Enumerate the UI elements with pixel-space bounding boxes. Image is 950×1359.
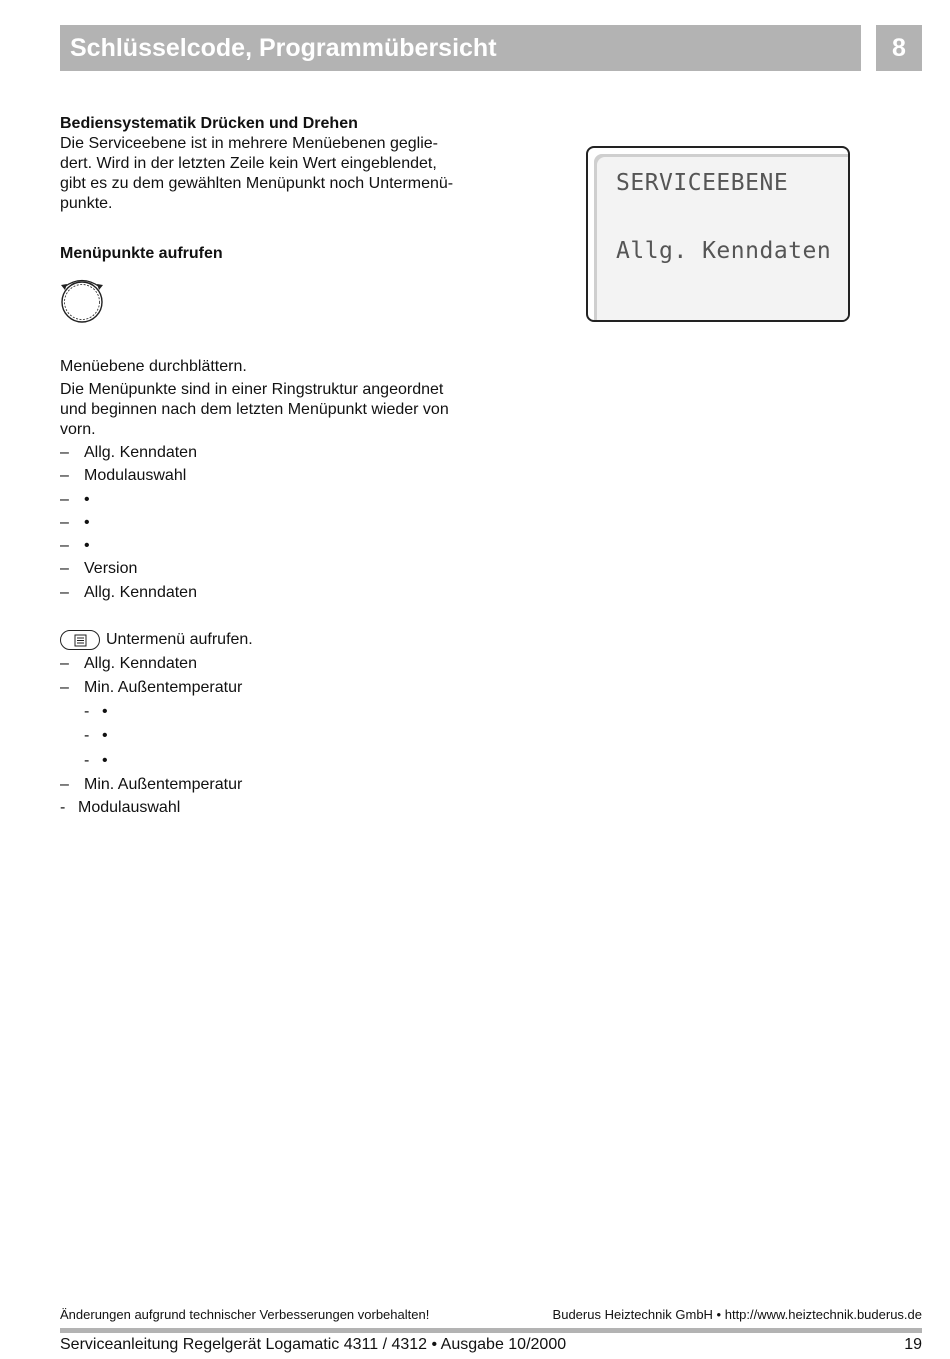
list-dash: - [84,702,90,720]
list-item: – Version [60,560,138,578]
list-dash: - [84,751,90,769]
list-dash: – [60,490,69,508]
list-dash: – [60,655,69,673]
list-item: – • [60,537,90,555]
list-item: - Modulauswahl [60,799,181,817]
paragraph-line: dert. Wird in der letzten Zeile kein Wert eingeblendet, [60,155,437,172]
list-dash: – [60,513,69,531]
list-dash: – [60,467,69,485]
list-dash: – [60,678,69,696]
page-number: 19 [904,1336,922,1353]
list-dash: – [60,583,69,601]
list-item: – Allg. Kenndaten [60,655,197,673]
lcd-line-1: SERVICEEBENE [616,170,789,196]
list-item: – Modulauswahl [60,467,187,485]
section-heading: Menüpunkte aufrufen [60,245,223,262]
list-item: – Allg. Kenndaten [60,583,197,601]
paragraph-line: punkte. [60,195,113,212]
list-item: – • [60,513,90,531]
lcd-screen [594,154,848,320]
lcd-display [586,146,850,322]
section-heading: Bediensystematik Drücken und Drehen [60,115,358,132]
list-item: – Min. Außentemperatur [60,678,243,696]
list-item: – Allg. Kenndaten [60,444,197,461]
rotary-knob-icon [58,276,106,326]
paragraph-line: Die Serviceebene ist in mehrere Menüebenen geglie- [60,135,438,152]
list-dash: - [84,727,90,745]
section-call-menu [60,244,480,264]
instruction-line [60,630,480,650]
page-header-title: Schlüsselcode, Programmübersicht [60,25,861,71]
paragraph-line: Die Menüpunkte sind in einer Ringstruktur angeordnet [60,381,444,398]
paragraph-line: und beginnen nach dem letzten Menüpunkt wieder von [60,401,449,418]
list-item: – Min. Außentemperatur [60,776,243,794]
chapter-number: 8 [876,25,922,71]
list-dash: – [60,444,69,461]
footer-notice: Änderungen aufgrund technischer Verbesserungen vorbehalten! [60,1307,430,1322]
list-dash: – [60,537,69,555]
list-dash: - [60,799,66,817]
sub-list-item: - • [84,727,108,745]
sub-list-item: - • [84,702,108,720]
paragraph-line: vorn. [60,421,96,438]
section-call-menu-body [60,357,480,606]
lcd-line-2: Allg. Kenndaten [616,238,832,264]
section-submenu [60,630,480,821]
list-dash: – [60,776,69,794]
footer-document-title: Serviceanleitung Regelgerät Logamatic 4311 / 4312 • Ausgabe 10/2000 [60,1336,567,1353]
list-dash: – [60,560,69,578]
section-operating-principle [60,114,480,214]
menu-key-icon [60,630,100,650]
footer-divider [60,1328,922,1333]
instruction-text: Untermenü aufrufen. [106,631,253,649]
list-item: – • [60,490,90,508]
footer-company: Buderus Heiztechnik GmbH • http://www.heiztechnik.buderus.de [552,1307,922,1322]
paragraph-line: gibt es zu dem gewählten Menüpunkt noch Untermenü- [60,175,454,192]
sub-list-item: - • [84,751,108,769]
instruction-text: Menüebene durchblättern. [60,358,247,375]
